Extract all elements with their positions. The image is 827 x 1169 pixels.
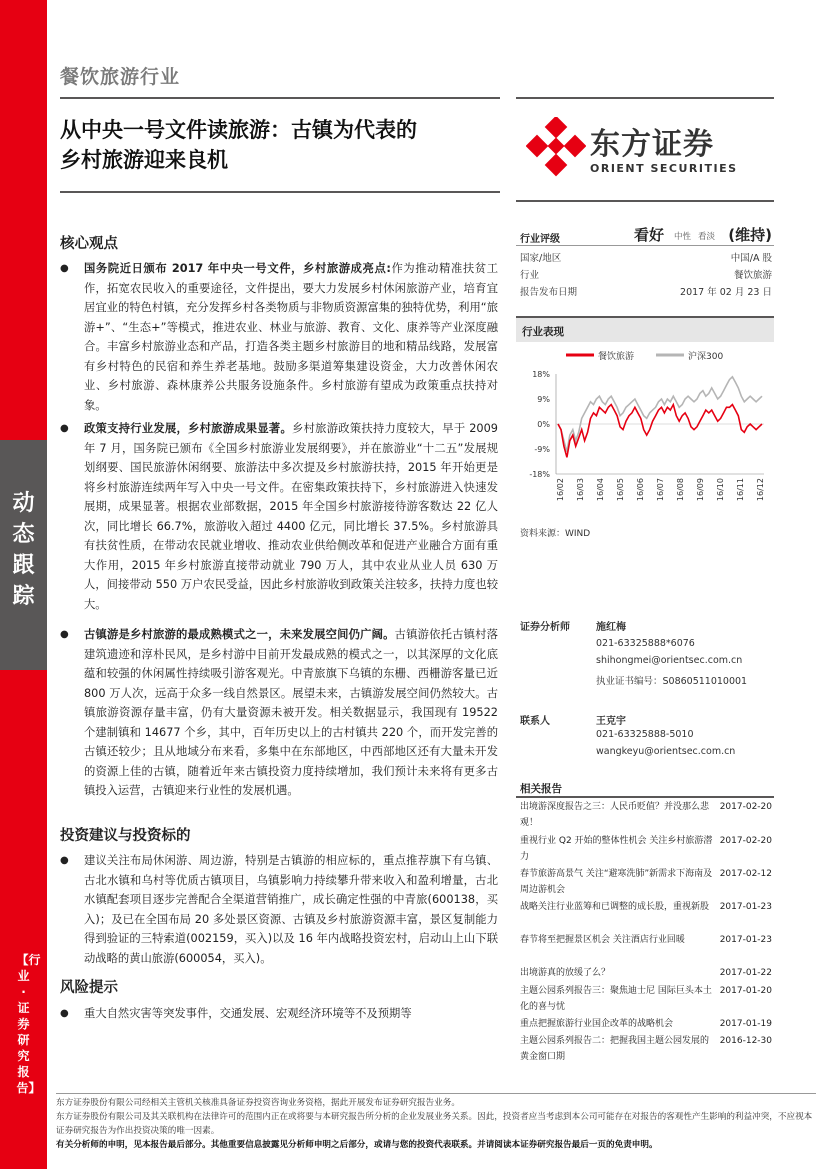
meta-value: 餐饮旅游 (733, 270, 772, 281)
x-tick-label: 16/10 (716, 478, 725, 502)
meta-key: 行业 (520, 270, 540, 281)
related-reports-header: 相关报告 (520, 783, 562, 795)
related-report-title[interactable]: 春节旅游高景气 关注“避寒洗肺”新需求下海南及周边游机会 (520, 869, 713, 895)
bullet-risk (60, 1004, 498, 1024)
related-report-date: 2017-01-22 (719, 968, 772, 978)
footer-line-qualification: 东方证券股份有限公司经相关主管机关核准具备证券投资咨询业务资格，据此开展发布证券研究报告业务。 (56, 1098, 460, 1108)
report-type-label (0, 952, 47, 1096)
related-report-title[interactable]: 重视行业 Q2 开始的整体性机会 关注乡村旅游潜力 (520, 836, 713, 862)
logo-name-en: ORIENT SECURITIES (590, 162, 738, 175)
bullet-advice-text: 建议关注布局休闲游、周边游，特别是古镇游的相应标的，重点推荐旗下有乌镇、古北水镇和乌村等优质古镇项目，乌镇影响力持续攀升带来收入和盈利增量，古北水镇配套项目逐步完善配合全渠道营销推广，成长确定性强的中青旅(600138，买入)；及已在全国布局 20 多处景区资源、古镇及乡村旅游资源丰富，景区复制能力得到验证的三特索道(002159，买入)以及 16 年内战略投资宏村，启动山上山下联动战略的黄山旅游(600054，买入)。 (84, 854, 498, 965)
related-report-date: 2017-02-20 (719, 802, 772, 812)
x-tick-label: 16/07 (656, 478, 665, 502)
legend-label: 沪深300 (688, 352, 724, 362)
bullet-policy (60, 259, 498, 415)
bullet-support (60, 419, 498, 614)
meta-row-industry (516, 267, 774, 284)
contact-phone: 021-63325888-5010 (596, 729, 694, 740)
related-reports-divider (516, 796, 774, 798)
contact-email: wangkeyu@orientsec.com.cn (596, 746, 736, 757)
logo-mark-icon (526, 117, 586, 177)
bullet-risk-text: 重大自然灾害等突发事件，交通发展、宏观经济环境等不及预期等 (84, 1007, 412, 1020)
footer-line-conflict: 东方证券股份有限公司及其关联机构在法律许可的范围内正在或将要与本研究报告所分析的企业发展业务关系。因此，投资者应当考虑到本公司可能存在对报告的客观性产生影响的利益冲突，不应视本证券研究报告为作出投资决策的唯一因素。 (56, 1112, 813, 1136)
x-tick-label: 16/11 (736, 478, 745, 502)
header-divider (60, 97, 500, 99)
footer-line-notice: 有关分析师的申明，见本报告最后部分。其他重要信息披露见分析师申明之后部分，或请与您的投资代表联系。并请阅读本证券研究报告最后一页的免责申明。 (56, 1140, 658, 1150)
x-tick-label: 16/06 (636, 478, 645, 502)
industry-name: 餐饮旅游行业 (60, 66, 181, 88)
x-tick-label: 16/12 (756, 478, 765, 502)
analyst-email: shihongmei@orientsec.com.cn (596, 655, 743, 666)
meta-row-date (516, 284, 774, 301)
x-tick-label: 16/02 (556, 478, 565, 502)
report-category-text: 动态跟踪 (12, 491, 35, 609)
industry-performance-chart (516, 344, 774, 512)
x-tick-label: 16/03 (576, 478, 585, 502)
bullet-advice (60, 851, 498, 968)
meta-key: 报告发布日期 (520, 287, 578, 298)
orient-securities-logo (526, 113, 776, 183)
bullet-ancient-town-lead: 古镇游是乡村旅游的最成熟模式之一，未来发展空间仍广阔。 (84, 628, 395, 641)
chart-source: 资料来源：WIND (520, 529, 591, 539)
analyst-label: 证券分析师 (520, 622, 570, 633)
bullet-ancient-town-text: 古镇游依托古镇村落建筑遗迹和淳朴民风，是乡村游中目前开发最成熟的模式之一，以其深厚的文化底蕴和较强的休闲属性持续吸引游客观光。中青旅旗下乌镇的东栅、西栅游客量已近 800 万人次，远高于众多一线自然景区。展望未来，古镇游发展空间仍然较大。古镇旅游资源存量丰富，仍有大量资源未被开发。相关数据显示，我国现有 19522 个建制镇和 14677 个乡，其中，百年历史以上的古村镇共 220 个，而开发完善的古镇还较少；且从地域分布来看，多集中在东部地区，中西部地区还有大量未开发的资源上佳的古镇，随着近年来古镇投资力度持续增加，我们预计未来将有更多古镇投入运营，古镇迎来行业性的发展机遇。 (84, 628, 498, 797)
y-tick-label: 0% (537, 420, 550, 429)
legend-label: 餐饮旅游 (598, 352, 635, 362)
related-report-item[interactable] (516, 983, 774, 1015)
x-tick-label: 16/05 (616, 478, 625, 502)
analyst-name: 施红梅 (596, 622, 626, 633)
rating-option-bear: 看淡 (698, 232, 716, 242)
contact-name: 王克宇 (596, 716, 626, 727)
x-tick-label: 16/04 (596, 478, 605, 502)
rating-status: (维持) (728, 226, 772, 244)
report-title-line1: 从中央一号文件读旅游：古镇为代表的 (60, 118, 417, 142)
x-tick-label: 16/08 (676, 478, 685, 502)
report-title (60, 115, 520, 175)
bullet-support-text: 乡村旅游政策扶持力度较大，早于 2009 年 7 月，国务院已颁布《全国乡村旅游业发展纲要》，并在旅游业“十二五”发展规划纲要、国民旅游休闲纲要、旅游法中多次提及乡村旅游扶持，2015 年开始更是将乡村旅游连续两年写入中央一号文件。在密集政策扶持下，乡村旅游进入快速发展期，成果显著。根据农业部数据，2015 年全国乡村旅游接待游客数达 22 亿人次，同比增长 66.7%，旅游收入超过 4400 亿元，同比增长 37.5%。乡村旅游具有扶贫性质，在带动农民就业增收、推动农业供给侧改革和促进产业融合方面有重大作用，2015 年乡村旅游直接带动就业 790 万人，其中农业从业人员 630 万人，间接带动 550 万户农民受益，因此乡村旅游收到政策关注较多，扶持力度也较大。 (84, 422, 498, 611)
related-report-item[interactable] (516, 866, 774, 898)
footer-disclaimer (56, 1096, 816, 1152)
related-report-title[interactable]: 主题公园系列报告三：聚焦迪士尼 国际巨头本土化的喜与忧 (520, 986, 712, 1012)
logo-name-cn: 东方证券 (590, 127, 714, 162)
y-tick-label: -18% (529, 470, 550, 479)
series-line-hs300 (558, 377, 762, 452)
meta-value: 2017 年 02 月 23 日 (680, 287, 772, 298)
title-divider (60, 191, 500, 193)
related-report-item[interactable] (516, 932, 774, 964)
contact-label: 联系人 (520, 716, 550, 727)
related-report-title[interactable]: 重点把握旅游行业国企改革的战略机会 (520, 1019, 674, 1029)
related-report-date: 2017-01-20 (719, 986, 772, 996)
analyst-phone: 021-63325888*6076 (596, 638, 695, 649)
rating-label: 行业评级 (520, 234, 560, 245)
footer-divider (56, 1093, 816, 1094)
related-report-date: 2017-02-20 (719, 836, 772, 846)
related-report-title[interactable]: 战略关注行业蓝筹和已调整的成长股，重视新股 (520, 902, 710, 912)
rating-row (516, 224, 774, 246)
related-report-item[interactable] (516, 899, 774, 931)
related-report-item[interactable] (516, 833, 774, 865)
analyst-block (516, 618, 774, 688)
related-report-item[interactable] (516, 1033, 774, 1065)
rating-option-neutral: 中性 (674, 232, 692, 242)
section-risk-title: 风险提示 (60, 980, 118, 996)
related-report-title[interactable]: 春节将至把握景区机会 关注酒店行业回暖 (520, 935, 685, 945)
related-report-date: 2017-01-19 (719, 1019, 772, 1029)
meta-key: 国家/地区 (520, 253, 562, 264)
related-report-date: 2017-01-23 (719, 935, 772, 945)
related-report-date: 2017-02-12 (719, 869, 772, 879)
related-report-item[interactable] (516, 799, 774, 831)
series-line-catering-tourism (558, 405, 762, 458)
bullet-policy-lead: 国务院近日颁布 2017 年中央一号文件，乡村旅游成亮点: (84, 262, 391, 275)
section-advice-title: 投资建议与投资标的 (60, 828, 191, 844)
rating-value: 看好 (634, 226, 665, 244)
logo-divider (516, 200, 774, 202)
bullet-policy-text: 作为推动精准扶贫工作，拓宽农民收入的重要途径，文件提出，要大力发展乡村休闲旅游产业，培育宜居宜业的特色村镇，充分发挥乡村各类物质与非物质资源富集的独特优势，利用“旅游+”、“生态+”等模式，推进农业、林业与旅游、教育、文化、康养等产业深度融合。丰富乡村旅游业态和产品，打造各类主题乡村旅游目的地和精品线路，发展富有乡村特色的民宿和养生养老基地。鼓励多渠道筹集建设资金，大力改善休闲农业、乡村旅游、森林康养公共服务设施条件。乡村旅游有望成为政策重点扶持对象。 (84, 262, 498, 412)
x-tick-label: 16/09 (696, 478, 705, 502)
report-category-label (0, 488, 47, 612)
related-report-date: 2017-01-23 (719, 902, 772, 912)
contact-block (516, 712, 774, 762)
report-title-line2: 乡村旅游迎来良机 (60, 148, 228, 172)
analyst-license: 执业证书编号：S0860511010001 (596, 676, 748, 687)
meta-value: 中国/A 股 (730, 253, 772, 264)
related-report-title[interactable]: 出境游深度报告之三：人民币贬值？并没那么悲观！ (520, 802, 710, 828)
section-core-title: 核心观点 (60, 236, 118, 252)
y-tick-label: 9% (537, 395, 550, 404)
bullet-ancient-town (60, 625, 498, 801)
related-report-item[interactable] (516, 965, 774, 981)
related-report-item[interactable] (516, 1016, 774, 1032)
chart-box-header: 行业表现 (516, 316, 774, 342)
report-type-text: 【行业·证券研究报告】 (16, 953, 41, 1095)
meta-row-region (516, 250, 774, 267)
related-report-title[interactable]: 出境游真的放缓了么？ (520, 968, 611, 978)
bullet-support-lead: 政策支持行业发展，乡村旅游成果显著。 (84, 422, 293, 435)
related-report-date: 2016-12-30 (719, 1036, 772, 1046)
related-report-title[interactable]: 主题公园系列报告二：把握我国主题公园发展的黄金窗口期 (520, 1036, 710, 1062)
y-tick-label: 18% (532, 370, 550, 379)
y-tick-label: -9% (534, 445, 550, 454)
header-divider-right (516, 97, 774, 99)
